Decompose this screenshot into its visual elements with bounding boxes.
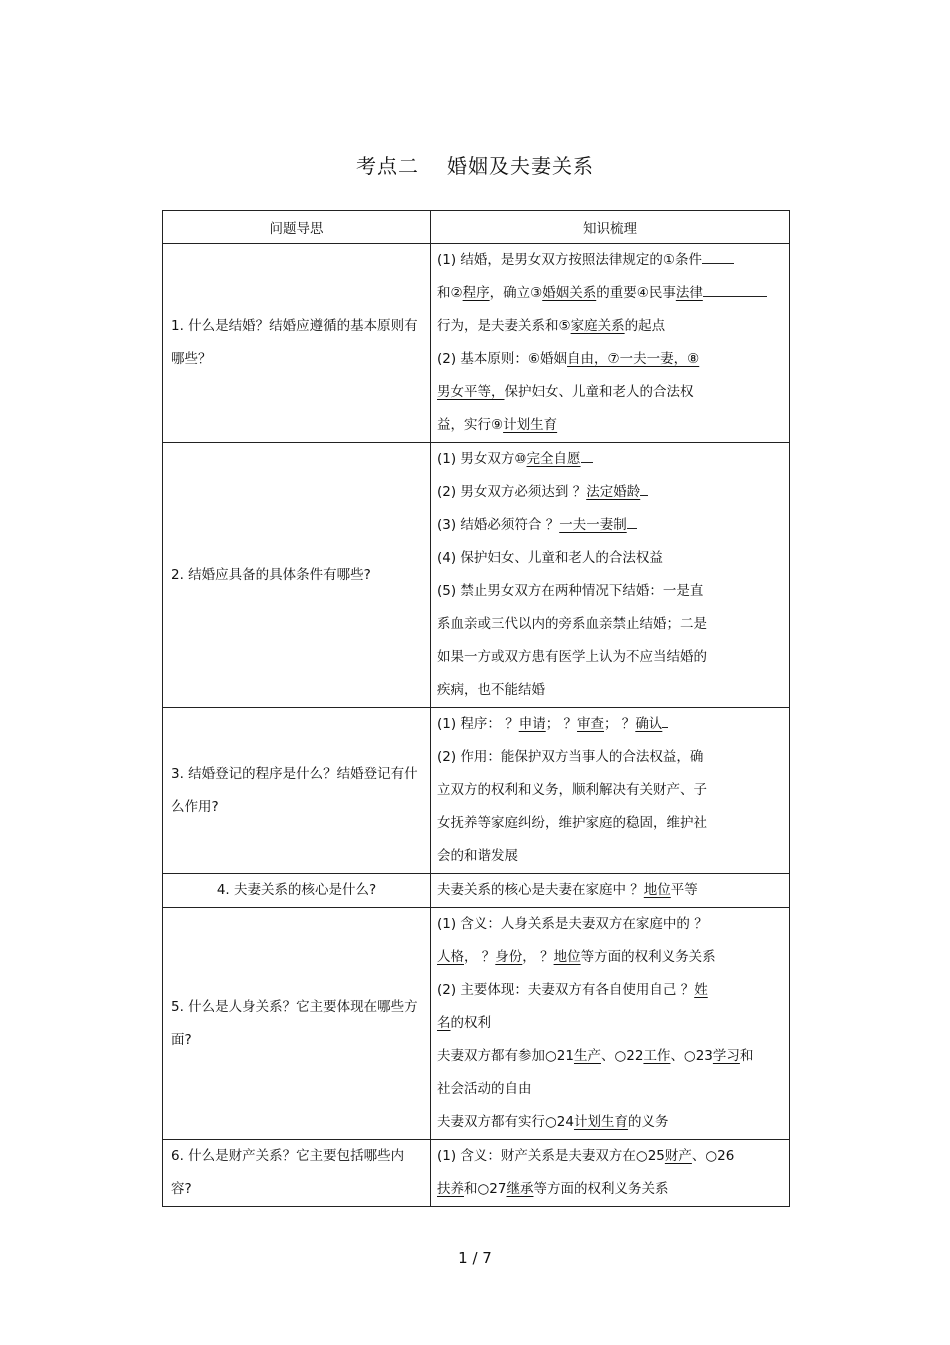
page-number: 1 / 7 (458, 1249, 492, 1267)
answer-text: ； ？ (545, 716, 578, 732)
answer-text: 、○22 (600, 1048, 644, 1064)
answer-keyword: 继承 (506, 1181, 534, 1197)
answer-keyword: 地位 (643, 882, 671, 898)
answer-text: (1) 含义：人身关系是夫妻双方在家庭中的 ？ (437, 916, 708, 932)
fill-blank (640, 479, 648, 496)
question-cell: 4. 夫妻关系的核心是什么? (163, 874, 431, 908)
answer-keyword: 扶养 (437, 1181, 464, 1197)
answer-line (437, 343, 783, 376)
table-row (163, 443, 790, 708)
answer-keyword: 人格 (437, 949, 464, 965)
answer-keyword: 完全自愿 (526, 451, 581, 467)
table-row (163, 1140, 790, 1207)
question-cell: 6. 什么是财产关系？它主要包括哪些内容? (163, 1140, 431, 1207)
answer-line (437, 509, 783, 542)
answer-text: 的重要④民事 (596, 285, 676, 301)
answer-cell (431, 708, 790, 874)
answer-text: 的起点 (624, 318, 666, 334)
answer-line (437, 443, 783, 476)
table-row (163, 244, 790, 443)
answer-line (437, 608, 783, 641)
answer-text: (2) 主要体现：夫妻双方有各自使用自己 ？ (437, 982, 695, 998)
answer-text: 平等 (670, 882, 698, 898)
answer-line (437, 310, 783, 343)
answer-keyword: 男女平等， (437, 384, 505, 400)
answer-keyword: 申请 (518, 716, 546, 732)
answer-line (437, 1173, 783, 1206)
table-body (163, 244, 790, 1207)
answer-line (437, 1007, 783, 1040)
table-row (163, 708, 790, 874)
fill-blank (581, 446, 593, 463)
answer-text: 夫妻双方都有参加○21 (437, 1048, 574, 1064)
answer-text: ，确立③ (489, 285, 543, 301)
answer-line (437, 1073, 783, 1106)
fill-blank (627, 512, 637, 529)
answer-text: 行为，是夫妻关系和⑤ (437, 318, 571, 334)
answer-cell (431, 1140, 790, 1207)
answer-keyword: 确认 (635, 716, 663, 732)
answer-keyword: 法定婚龄 (586, 484, 641, 500)
answer-line (437, 244, 783, 277)
answer-text: 夫妻关系的核心是夫妻在家庭中 ？ (437, 882, 644, 898)
answer-text: 的义务 (627, 1114, 669, 1130)
answer-line (437, 774, 783, 807)
answer-text: ； ？ (604, 716, 636, 732)
table-header-row (163, 211, 790, 244)
page-title-section: 考点二 (356, 154, 419, 178)
question-cell: 3. 结婚登记的程序是什么？结婚登记有什么作用? (163, 708, 431, 874)
fill-blank (662, 711, 668, 728)
answer-line (437, 542, 783, 575)
answer-text: 如果一方或双方患有医学上认为不应当结婚的 (437, 649, 707, 665)
answer-text: 等方面的权利义务关系 (580, 949, 716, 965)
answer-keyword: 计划生育 (503, 417, 558, 433)
answer-keyword: 地位 (553, 949, 581, 965)
answer-line (437, 908, 783, 941)
answer-line (437, 674, 783, 707)
answer-text: 和○27 (464, 1181, 507, 1197)
answer-line (437, 409, 783, 442)
answer-keyword: 审查 (577, 716, 605, 732)
fill-blank (703, 280, 767, 297)
question-cell: 5. 什么是人身关系？它主要体现在哪些方面? (163, 908, 431, 1140)
answer-text: (3) 结婚必须符合 ？ (437, 517, 560, 533)
answer-line (437, 575, 783, 608)
answer-keyword: 法律 (675, 285, 703, 301)
answer-cell (431, 443, 790, 708)
answer-text: (1) 含义：财产关系是夫妻双方在○25 (437, 1148, 665, 1164)
column-header-questions: 问题导思 (163, 211, 431, 244)
answer-text: 和 (739, 1048, 754, 1064)
page-title-topic: 婚姻及夫妻关系 (447, 154, 594, 178)
answer-text: 女抚养等家庭纠纷，维护家庭的稳固，维护社 (437, 815, 707, 831)
answer-keyword: 婚姻关系 (542, 285, 597, 301)
answer-keyword: 家庭关系 (570, 318, 625, 334)
answer-line (437, 874, 783, 907)
page-title (0, 150, 950, 179)
answer-text: (2) 作用：能保护双方当事人的合法权益，确 (437, 749, 704, 765)
answer-cell (431, 908, 790, 1140)
answer-cell (431, 244, 790, 443)
answer-line (437, 376, 783, 409)
answer-text: (5) 禁止男女双方在两种情况下结婚：一是直 (437, 583, 704, 599)
answer-line (437, 1040, 783, 1073)
table-row (163, 874, 790, 908)
answer-line (437, 1140, 783, 1173)
table-row (163, 908, 790, 1140)
answer-keyword: 一夫一妻制 (559, 517, 627, 533)
answer-text: 社会活动的自由 (437, 1081, 532, 1097)
answer-text: 和② (437, 285, 463, 301)
answer-keyword: 工作 (643, 1048, 671, 1064)
answer-line (437, 807, 783, 840)
column-header-knowledge: 知识梳理 (431, 211, 790, 244)
answer-text: 疾病，也不能结婚 (437, 682, 545, 698)
answer-keyword: 生产 (573, 1048, 601, 1064)
answer-keyword: 计划生育 (573, 1114, 628, 1130)
answer-text: 、○26 (691, 1148, 735, 1164)
answer-line (437, 741, 783, 774)
answer-text: 、○23 (670, 1048, 713, 1064)
answer-text: 立双方的权利和义务，顺利解决有关财产、子 (437, 782, 707, 798)
answer-keyword: 学习 (712, 1048, 740, 1064)
answer-text: (1) 程序： ？ (437, 716, 519, 732)
answer-text: 系血亲或三代以内的旁系血亲禁止结婚；二是 (437, 616, 707, 632)
answer-keyword: 程序 (462, 285, 490, 301)
fill-blank (702, 247, 734, 264)
answer-keyword: 财产 (664, 1148, 692, 1164)
answer-text: 等方面的权利义务关系 (533, 1181, 669, 1197)
knowledge-table (162, 210, 790, 1207)
answer-line (437, 641, 783, 674)
answer-text: 会的和谐发展 (437, 848, 518, 864)
question-cell: 1. 什么是结婚？结婚应遵循的基本原则有哪些？ (163, 244, 431, 443)
answer-line (437, 840, 783, 873)
answer-text: 的权利 (450, 1015, 491, 1031)
answer-text: 益，实行⑨ (437, 417, 504, 433)
answer-line (437, 277, 783, 310)
answer-text: ， ？ (464, 949, 496, 965)
answer-text: 保护妇女、儿童和老人的合法权 (504, 384, 694, 400)
answer-line (437, 476, 783, 509)
answer-line (437, 974, 783, 1007)
answer-text: (4) 保护妇女、儿童和老人的合法权益 (437, 550, 663, 566)
answer-text: (2) 基本原则：⑥婚姻 (437, 351, 568, 367)
question-cell: 2. 结婚应具备的具体条件有哪些? (163, 443, 431, 708)
answer-keyword: 自由，⑦一夫一妻，⑧ (567, 351, 700, 367)
answer-text: (1) 结婚，是男女双方按照法律规定的①条件 (437, 252, 703, 268)
answer-line (437, 708, 783, 741)
answer-text: (2) 男女双方必须达到 ？ (437, 484, 587, 500)
answer-keyword: 身份 (495, 949, 523, 965)
answer-text: ， ？ (522, 949, 554, 965)
answer-cell (431, 874, 790, 908)
answer-line (437, 1106, 783, 1139)
answer-line (437, 941, 783, 974)
answer-text: 夫妻双方都有实行○24 (437, 1114, 574, 1130)
answer-keyword: 名 (437, 1015, 451, 1031)
answer-text: (1) 男女双方⑩ (437, 451, 527, 467)
answer-keyword: 姓 (694, 982, 708, 998)
